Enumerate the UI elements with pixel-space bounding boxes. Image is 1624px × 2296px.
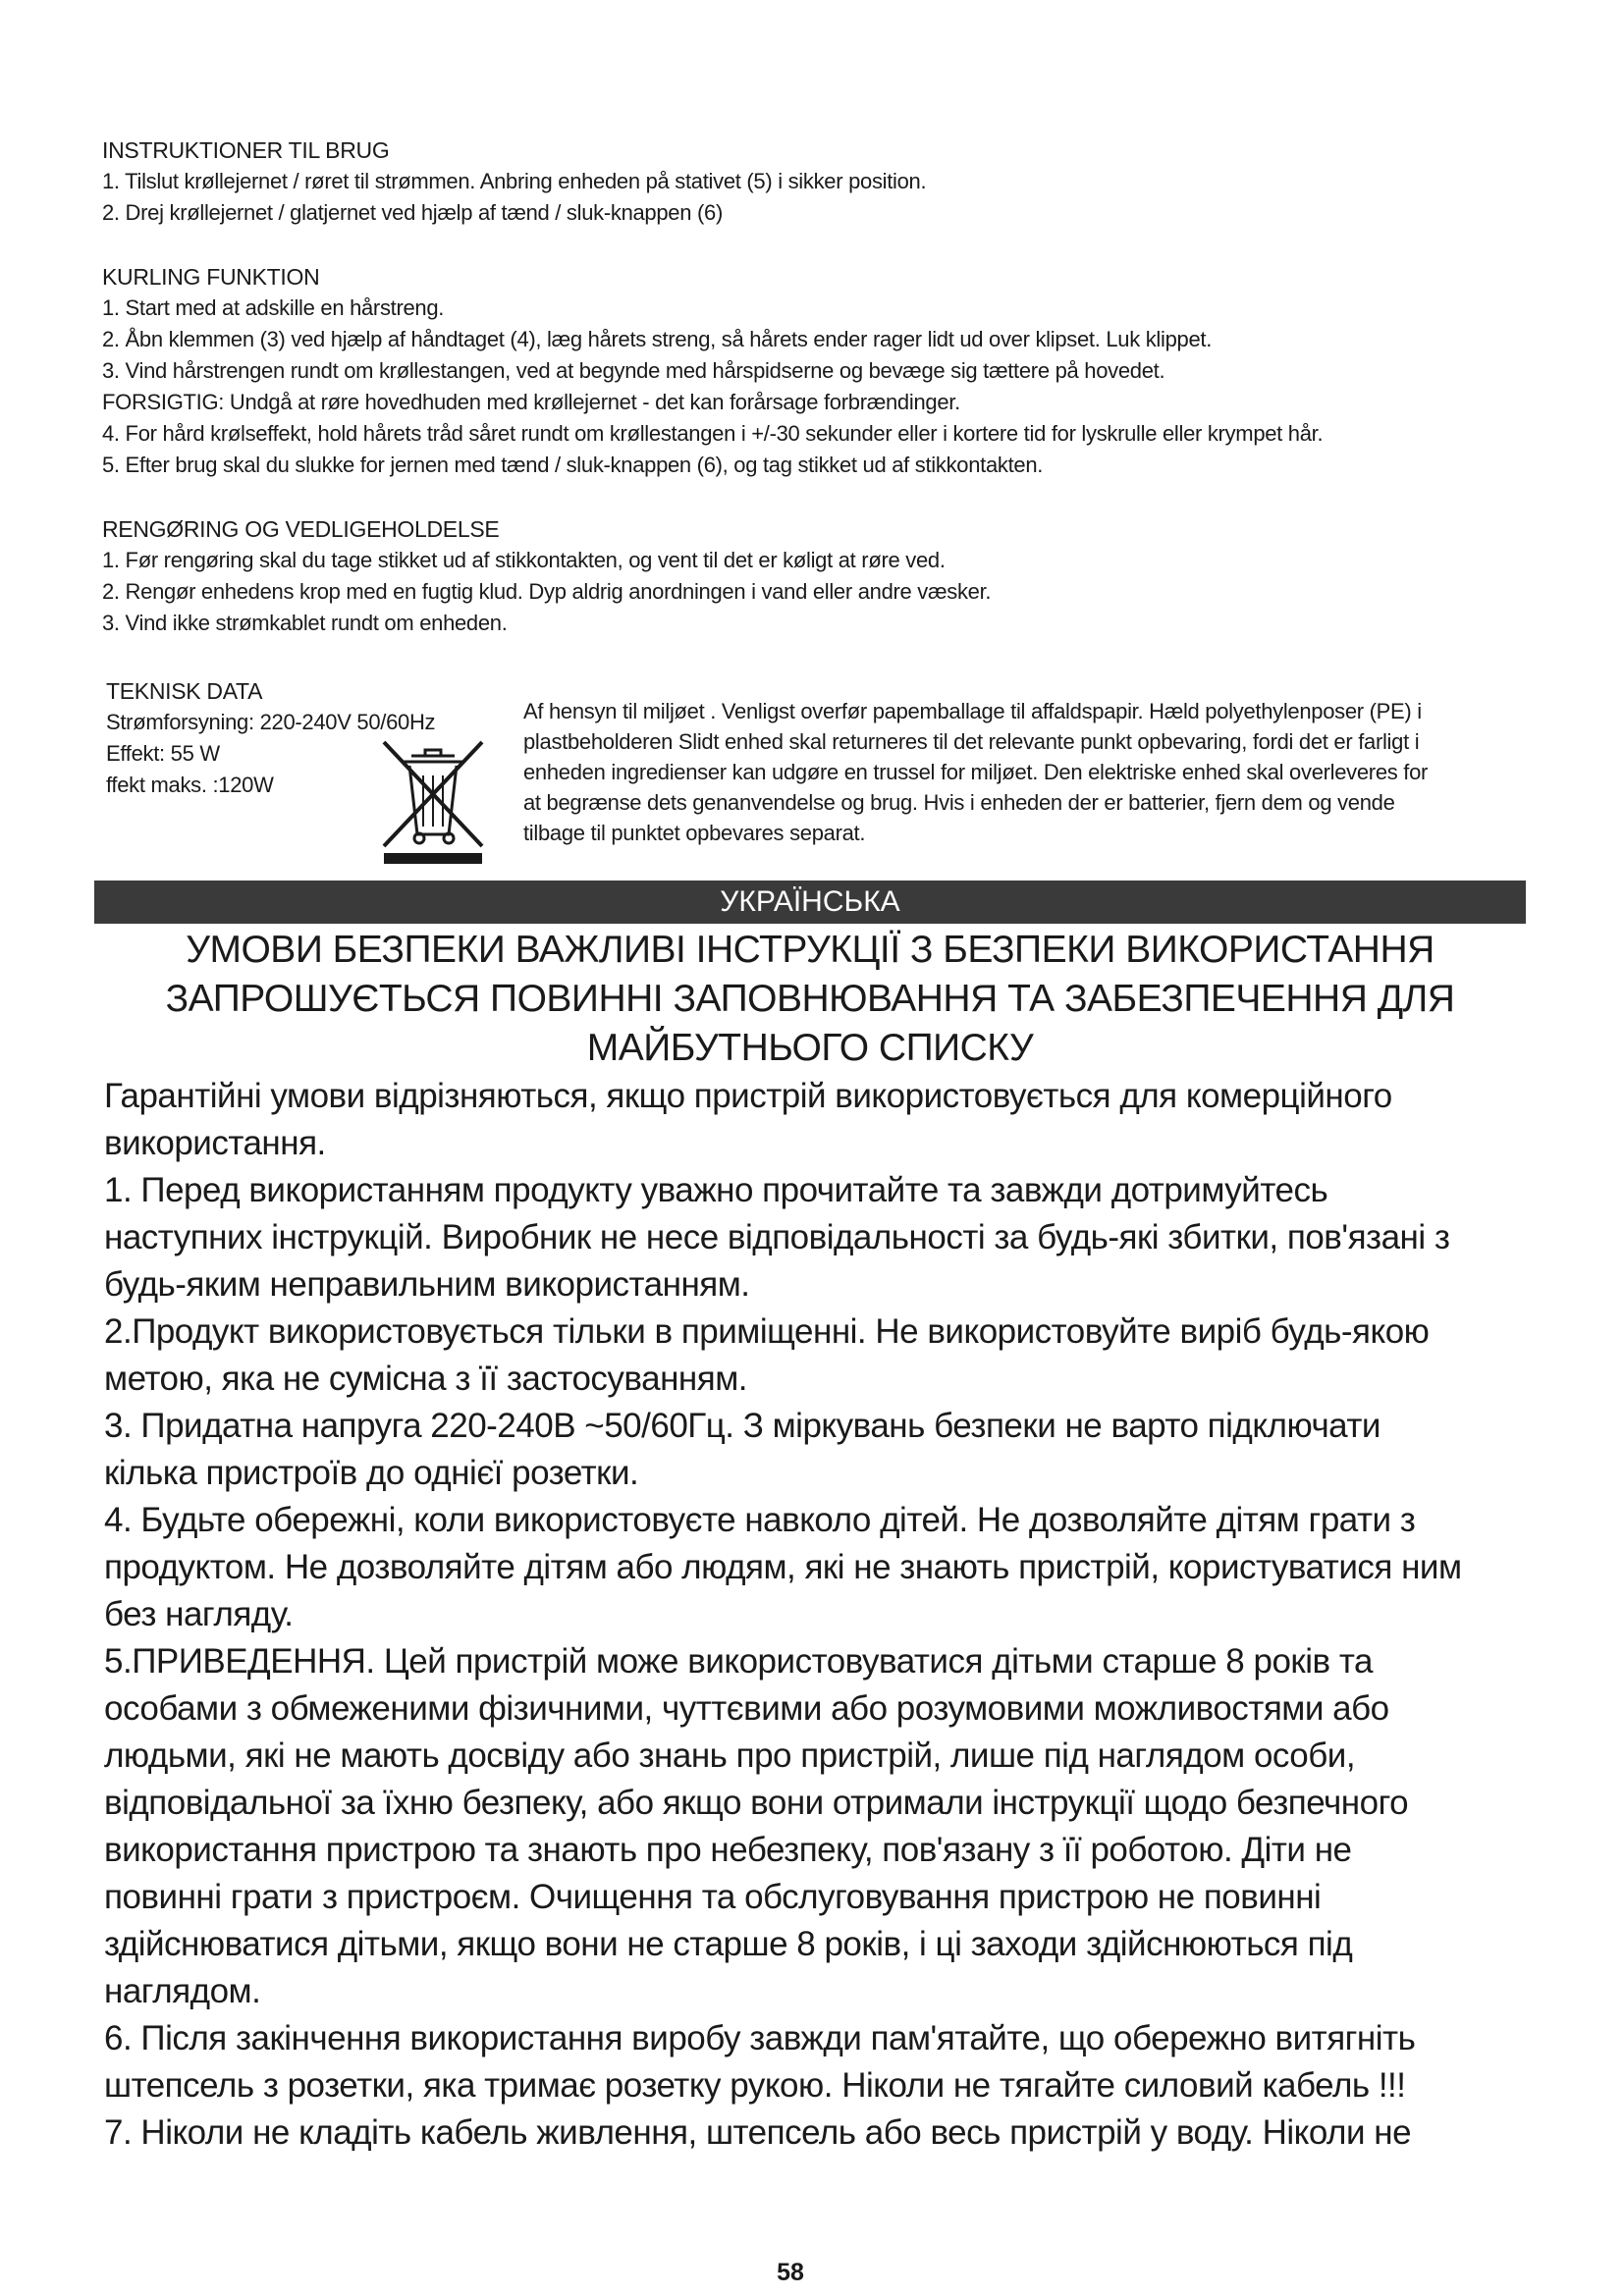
body-line: використання пристрою та знають про небезпеку, пов'язану з її роботою. Діти не xyxy=(104,1831,1352,1869)
curling-item: 4. For hård krølseffekt, hold hårets tråd såret rundt om krøllestangen i +/-30 sekunder eller i kortere tid for lyskrulle eller krympet hår. xyxy=(102,421,1324,446)
curling-item: 3. Vind hårstrengen rundt om krøllestangen, ved at begynde med hårspidserne og bevæge sig tættere på hovedet. xyxy=(102,358,1165,383)
safety-title-line: МАЙБУТНЬОГО СПИСКУ xyxy=(586,1027,1034,1069)
body-line: наступних інструкцій. Виробник не несе відповідальності за будь-які збитки, пов'язані з xyxy=(104,1218,1450,1256)
safety-title-line: ЗАПРОШУЄТЬСЯ ПОВИННІ ЗАПОВНЮВАННЯ ТА ЗАБЕЗПЕЧЕННЯ ДЛЯ xyxy=(165,978,1455,1020)
body-line: використання. xyxy=(104,1124,326,1162)
technical-item: ffekt maks. :120W xyxy=(106,773,274,797)
instructions-heading: INSTRUKTIONER TIL BRUG xyxy=(102,137,390,163)
safety-title xyxy=(94,926,1526,1073)
body-line: 1. Перед використанням продукту уважно прочитайте та завжди дотримуйтесь xyxy=(104,1171,1328,1209)
body-line: 5.ПРИВЕДЕННЯ. Цей пристрій може використовуватися дітьми старше 8 років та xyxy=(104,1642,1373,1681)
body-line: 7. Ніколи не кладіть кабель живлення, штепсель або весь пристрій у воду. Ніколи не xyxy=(104,2113,1412,2152)
cleaning-heading: RENGØRING OG VEDLIGEHOLDELSE xyxy=(102,516,500,542)
safety-title-line: УМОВИ БЕЗПЕКИ ВАЖЛИВІ ІНСТРУКЦІЇ З БЕЗПЕКИ ВИКОРИСТАННЯ xyxy=(186,929,1435,971)
environment-line: enheden ingredienser kan udgøre en trussel for miljøet. Den elektriske enhed skal overleveres for xyxy=(523,760,1429,784)
body-line: будь-яким неправильним використанням. xyxy=(104,1265,750,1304)
body-line: повинні грати з пристроєм. Очищення та обслуговування пристрою не повинні xyxy=(104,1878,1322,1916)
body-line: відповідальної за їхню безпеку, або якщо вони отримали інструкції щодо безпечного xyxy=(104,1784,1409,1822)
body-line: наглядом. xyxy=(104,1972,261,2010)
technical-item: Strømforsyning: 220-240V 50/60Hz xyxy=(106,710,436,734)
body-line: 6. Після закінчення використання виробу завжди пам'ятайте, що обережно витягніть xyxy=(104,2019,1416,2057)
cleaning-item: 1. Før rengøring skal du tage stikket ud af stikkontakten, og vent til det er køligt at røre ved. xyxy=(102,548,946,572)
environment-line: tilbage til punktet opbevares separat. xyxy=(523,821,866,845)
page-number: 58 xyxy=(777,2259,804,2286)
technical-heading: TEKNISK DATA xyxy=(106,678,263,704)
curling-section xyxy=(102,261,1536,481)
body-line: без нагляду. xyxy=(104,1595,294,1633)
environment-line: at begrænse dets genanvendelse og brug. Hvis i enheden der er batterier, fjern dem og vende xyxy=(523,790,1395,815)
language-section-bar: УКРАЇНСЬКА xyxy=(94,881,1526,924)
crossed-bin-icon xyxy=(378,736,488,866)
curling-item: 2. Åbn klemmen (3) ved hjælp af håndtaget (4), læg hårets streng, så hårets ender rager lidt ud over klipset. Luk klippet. xyxy=(102,327,1213,351)
body-line: продуктом. Не дозволяйте дітям або людям, які не знають пристрій, користуватися ним xyxy=(104,1548,1462,1586)
environment-text xyxy=(523,696,1540,848)
instructions-item: 2. Drej krøllejernet / glatjernet ved hjælp af tænd / sluk-knappen (6) xyxy=(102,200,723,225)
curling-item: 1. Start med at adskille en hårstreng. xyxy=(102,295,445,320)
curling-caution: FORSIGTIG: Undgå at røre hovedhuden med krøllejernet - det kan forårsage forbrændinger. xyxy=(102,390,960,414)
curling-heading: KURLING FUNKTION xyxy=(102,264,320,290)
body-line: метою, яка не сумісна з її застосуванням. xyxy=(104,1360,747,1398)
body-line: 4. Будьте обережні, коли використовуєте навколо дітей. Не дозволяйте дітям грати з xyxy=(104,1501,1416,1539)
instructions-item: 1. Tilslut krøllejernet / røret til strømmen. Anbring enheden på stativet (5) i sikker position. xyxy=(102,169,927,193)
body-line: 3. Придатна напруга 220-240В ~50/60Гц. З міркувань безпеки не варто підключати xyxy=(104,1407,1380,1445)
environment-line: plastbeholderen Slidt enhed skal returneres til det relevante punkt opbevaring, fordi det er farligt i xyxy=(523,729,1420,754)
body-line: штепсель з розетки, яка тримає розетку рукою. Ніколи не тягайте силовий кабель !!! xyxy=(104,2066,1406,2105)
instructions-section xyxy=(102,134,1536,229)
body-line: людьми, які не мають досвіду або знань про пристрій, лише під наглядом особи, xyxy=(104,1736,1356,1775)
technical-item: Effekt: 55 W xyxy=(106,741,220,766)
cleaning-item: 2. Rengør enhedens krop med en fugtig klud. Dyp aldrig anordningen i vand eller andre væsker. xyxy=(102,579,992,604)
body-line: 2.Продукт використовується тільки в приміщенні. Не використовуйте виріб будь-якою xyxy=(104,1312,1430,1351)
curling-item: 5. Efter brug skal du slukke for jernen med tænd / sluk-knappen (6), og tag stikket ud af stikkontakten. xyxy=(102,453,1044,477)
body-line: Гарантійні умови відрізняються, якщо пристрій використовується для комерційного xyxy=(104,1077,1392,1115)
environment-line: Af hensyn til miljøet . Venligst overfør papemballage til affaldspapir. Hæld polyethylenposer (PE) i xyxy=(523,699,1422,723)
body-line: особами з обмеженими фізичними, чуттєвими або розумовими можливостями або xyxy=(104,1689,1389,1728)
ukrainian-body xyxy=(104,1073,1538,2157)
cleaning-section xyxy=(102,513,1536,639)
cleaning-item: 3. Vind ikke strømkablet rundt om enheden. xyxy=(102,611,508,635)
body-line: кілька пристроїв до однієї розетки. xyxy=(104,1454,639,1492)
body-line: здійснюватися дітьми, якщо вони не старше 8 років, і ці заходи здійснюються під xyxy=(104,1925,1353,1963)
